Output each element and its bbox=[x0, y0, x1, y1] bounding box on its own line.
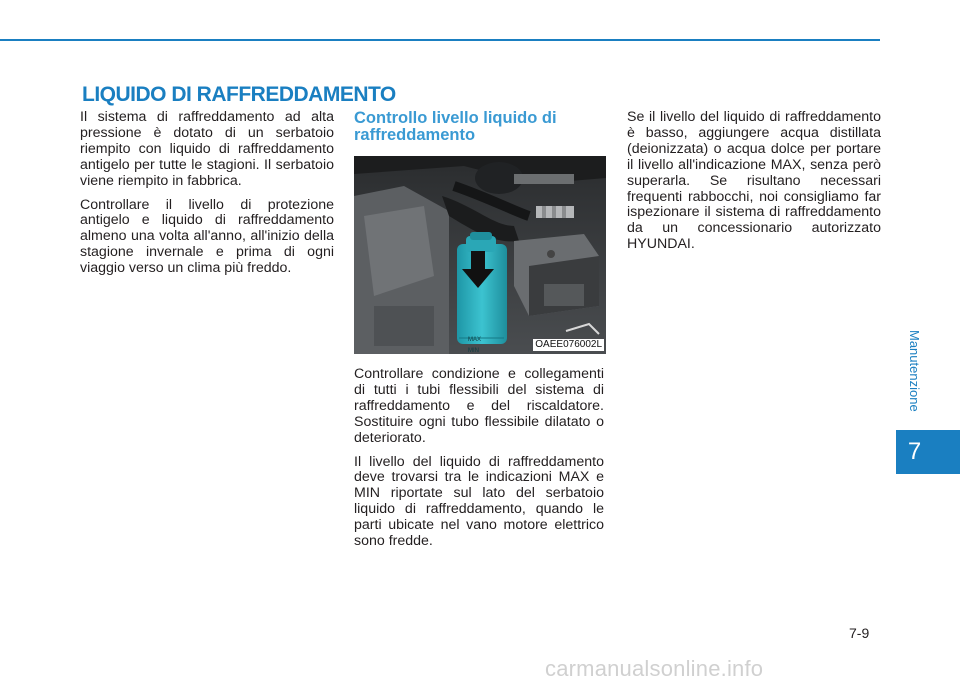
paragraph: Controllare condizione e collegamenti di tutti i tubi flessibili del sistema di raffreddamento e del riscaldatore. Sostituire ogni tubo flessibile dilatato o deteriorato. bbox=[354, 366, 604, 446]
paragraph: Il livello del liquido di raffreddamento deve trovarsi tra le indicazioni MAX e MIN riportate sul lato del serbatoio liquido di raffreddamento, quando le parti ubicate nel vano motore elettrico sono fredde. bbox=[354, 453, 604, 550]
chapter-label: Manutenzione bbox=[907, 330, 922, 412]
watermark: carmanualsonline.info bbox=[545, 656, 764, 681]
engine-bay-illustration bbox=[354, 156, 606, 354]
top-rule bbox=[0, 39, 880, 41]
section-title: LIQUIDO DI RAFFREDDAMENTO bbox=[82, 83, 396, 106]
page-number: 7-9 bbox=[849, 625, 870, 641]
chapter-tab bbox=[896, 430, 960, 474]
min-mark: MIN bbox=[468, 348, 479, 354]
max-mark: MAX bbox=[468, 337, 482, 343]
paragraph: Se il livello del liquido di raffreddamento è basso, aggiungere acqua distillata (deionizzata) o acqua dolce per portare il livello all'indicazione MAX, senza però superarla. Se risultano necessari frequenti rabbocchi, noi consigliamo far ispezionare il sistema di raffreddamento da un concessionario autorizzato HYUNDAI. bbox=[627, 109, 881, 253]
column-right bbox=[627, 110, 881, 261]
paragraph: Controllare il livello di protezione antigelo e liquido di raffreddamento almeno una volta all'anno, all'inizio della stagione invernale e prima di ogni viaggio verso un clima più freddo. bbox=[80, 196, 334, 277]
engine-bay-photo bbox=[354, 156, 606, 354]
column-left bbox=[80, 110, 334, 285]
subsection-heading: Controllo livello liquido di raffreddamento bbox=[354, 109, 557, 144]
image-code: OAEE076002L bbox=[535, 339, 602, 350]
chapter-number: 7 bbox=[907, 438, 922, 465]
column-middle bbox=[354, 110, 604, 558]
paragraph: Il sistema di raffreddamento ad alta pressione è dotato di un serbatoio riempito con liquido di raffreddamento antigelo per tutte le stagioni. Il serbatoio viene riempito in fabbrica. bbox=[80, 109, 334, 189]
